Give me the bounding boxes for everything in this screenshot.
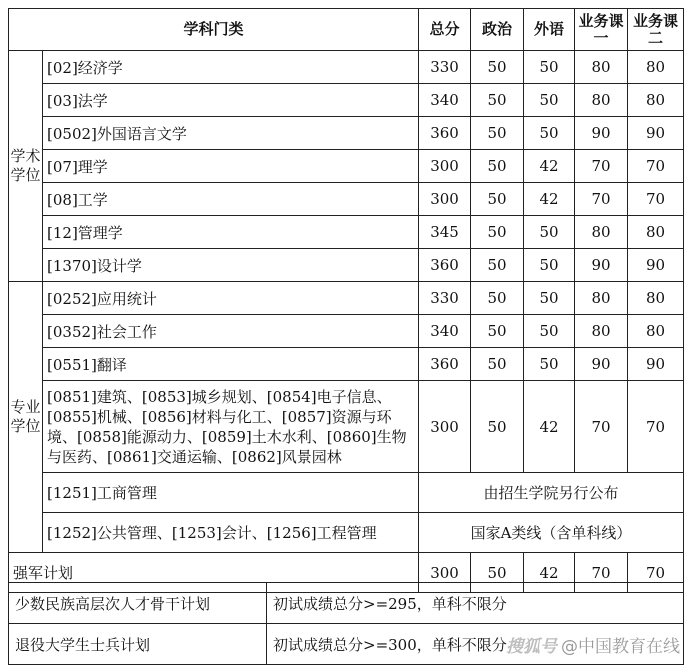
score-foreign: 50	[524, 216, 575, 249]
score-politics: 50	[471, 51, 524, 84]
score-total: 300	[419, 381, 471, 473]
score-note: 由招生学院另行公布	[419, 473, 684, 513]
watermark-text: @中国教育在线	[561, 637, 680, 657]
table-row	[9, 473, 684, 513]
score-c2: 70	[628, 183, 684, 216]
score-total: 360	[419, 249, 471, 282]
discipline-name: [0851]建筑、[0853]城乡规划、[0854]电子信息、[0855]机械、[0856]材料与化工、[0857]资源与环境、[0858]能源动力、[0859]土木水利、[0860]生物与医药、[0861]交通运输、[0862]风景园林	[43, 381, 419, 473]
discipline-name: [03]法学	[43, 84, 419, 117]
score-foreign: 42	[524, 183, 575, 216]
score-total: 300	[419, 150, 471, 183]
score-total: 360	[419, 117, 471, 150]
score-c2: 90	[628, 117, 684, 150]
score-politics: 50	[471, 381, 524, 473]
score-c1: 70	[575, 381, 628, 473]
score-foreign: 50	[524, 117, 575, 150]
table-row	[9, 381, 684, 473]
score-c1: 80	[575, 315, 628, 348]
score-c2: 90	[628, 249, 684, 282]
footer-name: 退役大学生士兵计划	[9, 624, 267, 665]
score-politics: 50	[471, 183, 524, 216]
header-row	[9, 9, 684, 51]
score-foreign: 50	[524, 315, 575, 348]
table-row	[9, 282, 684, 315]
score-c1: 70	[575, 183, 628, 216]
table-row	[9, 117, 684, 150]
sohu-logo: 搜狐号	[506, 637, 557, 657]
score-total: 340	[419, 315, 471, 348]
header-politics: 政治	[471, 9, 524, 51]
qiangjun-foreign: 42	[524, 553, 575, 593]
table-body	[9, 51, 684, 553]
group-label: 专业学位	[9, 282, 43, 553]
discipline-name: [02]经济学	[43, 51, 419, 84]
score-foreign: 50	[524, 348, 575, 381]
score-total: 345	[419, 216, 471, 249]
score-c1: 70	[575, 150, 628, 183]
score-c2: 80	[628, 315, 684, 348]
qiangjun-total: 300	[419, 553, 471, 593]
table-row	[9, 216, 684, 249]
footer-row-minority	[9, 583, 684, 624]
discipline-name: [0551]翻译	[43, 348, 419, 381]
score-note: 国家A类线（含单科线）	[419, 513, 684, 553]
score-politics: 50	[471, 216, 524, 249]
qiangjun-name: 强军计划	[9, 553, 419, 593]
score-politics: 50	[471, 348, 524, 381]
header-foreign: 外语	[524, 9, 575, 51]
score-c2: 80	[628, 84, 684, 117]
discipline-name: [1252]公共管理、[1253]会计、[1256]工程管理	[43, 513, 419, 553]
qiangjun-course1: 70	[575, 553, 628, 593]
score-total: 330	[419, 51, 471, 84]
score-c2: 80	[628, 282, 684, 315]
score-foreign: 50	[524, 249, 575, 282]
discipline-name: [1251]工商管理	[43, 473, 419, 513]
table-row	[9, 183, 684, 216]
score-c1: 90	[575, 249, 628, 282]
score-c1: 80	[575, 51, 628, 84]
score-c2: 70	[628, 150, 684, 183]
header-total: 总分	[419, 9, 471, 51]
header-course2: 业务课二	[628, 9, 684, 51]
score-foreign: 50	[524, 51, 575, 84]
table-row	[9, 150, 684, 183]
discipline-name: [0352]社会工作	[43, 315, 419, 348]
score-politics: 50	[471, 150, 524, 183]
score-politics: 50	[471, 117, 524, 150]
discipline-name: [12]管理学	[43, 216, 419, 249]
score-foreign: 50	[524, 282, 575, 315]
discipline-name: [0502]外国语言文学	[43, 117, 419, 150]
table-row	[9, 315, 684, 348]
score-c1: 80	[575, 216, 628, 249]
score-total: 360	[419, 348, 471, 381]
footer-rule: 初试成绩总分>=300，单科不限分	[267, 624, 684, 665]
score-c2: 90	[628, 348, 684, 381]
footer-rule: 初试成绩总分>=295，单科不限分	[267, 583, 684, 624]
table-row	[9, 513, 684, 553]
score-c1: 90	[575, 348, 628, 381]
score-foreign: 42	[524, 381, 575, 473]
score-politics: 50	[471, 315, 524, 348]
table-row	[9, 348, 684, 381]
score-c2: 70	[628, 381, 684, 473]
qiangjun-course2: 70	[628, 553, 684, 593]
score-politics: 50	[471, 84, 524, 117]
discipline-name: [08]工学	[43, 183, 419, 216]
score-foreign: 50	[524, 84, 575, 117]
table-row	[9, 84, 684, 117]
score-c1: 90	[575, 117, 628, 150]
score-table	[8, 8, 684, 593]
score-total: 330	[419, 282, 471, 315]
score-c2: 80	[628, 51, 684, 84]
score-politics: 50	[471, 282, 524, 315]
score-politics: 50	[471, 249, 524, 282]
score-c2: 80	[628, 216, 684, 249]
header-category: 学科门类	[9, 9, 419, 51]
qiangjun-politics: 50	[471, 553, 524, 593]
discipline-name: [1370]设计学	[43, 249, 419, 282]
footer-name: 少数民族高层次人才骨干计划	[9, 583, 267, 624]
discipline-name: [0252]应用统计	[43, 282, 419, 315]
watermark	[506, 632, 680, 657]
score-c1: 80	[575, 282, 628, 315]
table-row	[9, 51, 684, 84]
group-label: 学术学位	[9, 51, 43, 282]
score-foreign: 42	[524, 150, 575, 183]
score-total: 340	[419, 84, 471, 117]
score-total: 300	[419, 183, 471, 216]
header-course1: 业务课一	[575, 9, 628, 51]
table-row	[9, 249, 684, 282]
score-c1: 80	[575, 84, 628, 117]
discipline-name: [07]理学	[43, 150, 419, 183]
